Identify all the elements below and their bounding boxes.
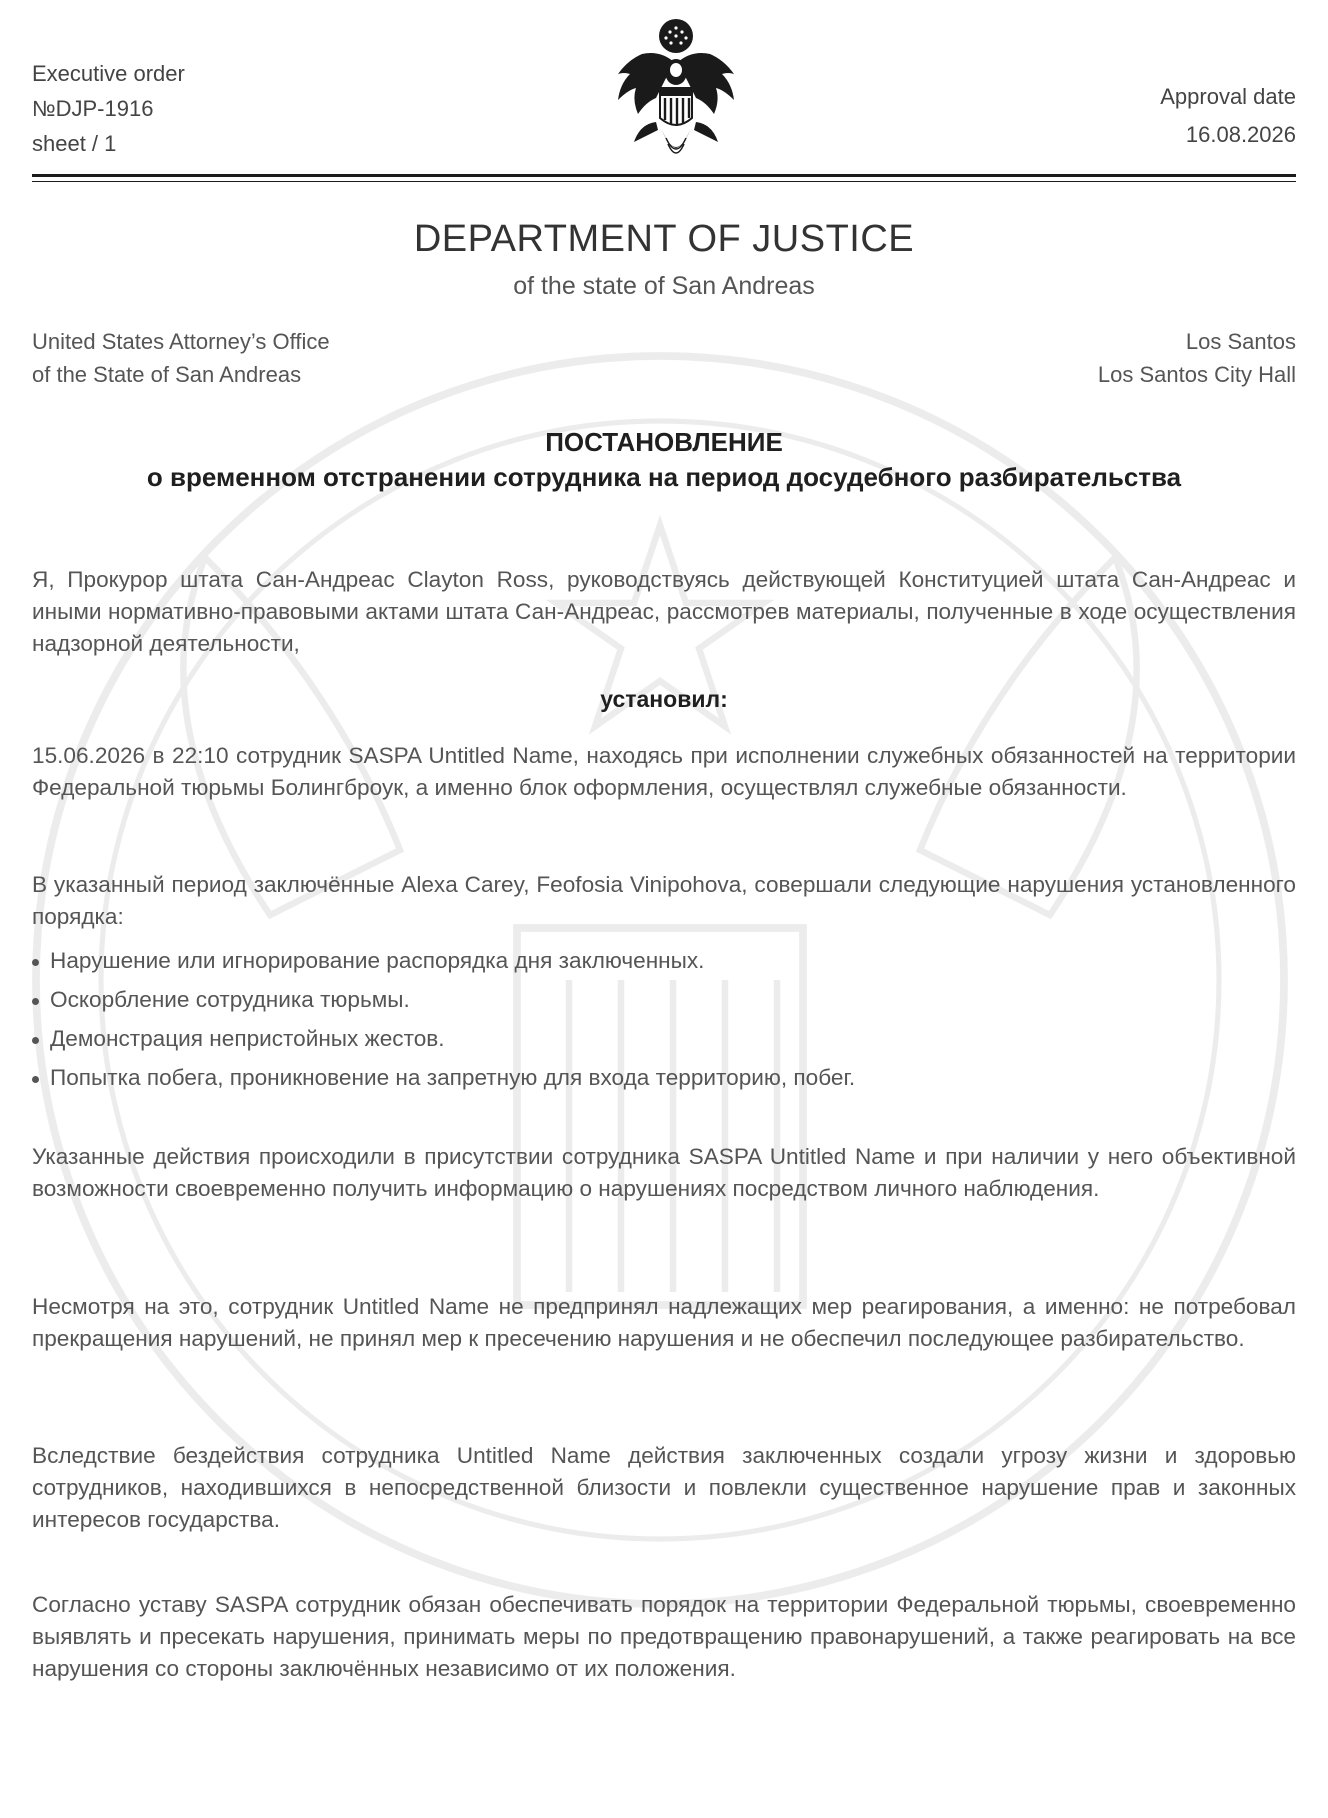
paragraph-consequences: Вследствие бездействия сотрудника Untitled Name действия заключенных создали угрозу жизни и здоровью сотрудников, находившихся в непосредственной близости и повлекли существенное нарушение прав и законных интересов государства. (32, 1443, 1296, 1532)
sheet-number: sheet / 1 (32, 131, 117, 156)
list-item: Демонстрация непристойных жестов. (32, 1023, 1296, 1062)
intro-paragraph: Я, Прокурор штата Сан-Андреас Clayton Ross, руководствуясь действующей Конституцией штата Сан-Андреас и иными нормативно-правовыми актами штата Сан-Андреас, рассмотрев материалы, полученные в ходе осуществления надзорной деятельности, (32, 567, 1296, 656)
document-title (140, 425, 1188, 495)
location-address (1098, 325, 1296, 391)
location-line-1: Los Santos (1185, 329, 1296, 354)
paragraph-inaction: Несмотря на это, сотрудник Untitled Name не предпринял надлежащих мер реагирования, а именно: не потребовал прекращения нарушений, не принял мер к пресечению нарушения и не обеспечил последующее разбирательство. (32, 1294, 1296, 1351)
office-line-1: United States Attorney’s Office (32, 329, 330, 354)
established-label: установил: (600, 686, 728, 712)
paragraph-incident: 15.06.2026 в 22:10 сотрудник SASPA Untitled Name, находясь при исполнении служебных обязанностей на территории Федеральной тюрьмы Болингброук, а именно блок оформления, осуществлял служебные обязанности. (32, 743, 1296, 800)
department-title: DEPARTMENT OF JUSTICE (413, 218, 915, 260)
approval-label: Approval date (1160, 84, 1296, 109)
order-info (32, 56, 185, 161)
paragraph-violations-intro: В указанный период заключённые Alexa Carey, Feofosia Vinipohova, совершали следующие нарушения установленного порядка: (32, 872, 1296, 929)
great-seal-eagle-icon (610, 14, 742, 164)
approval-date: 16.08.2026 (1185, 122, 1296, 147)
header-rule-thin (32, 181, 1296, 182)
location-line-2: Los Santos City Hall (1097, 362, 1296, 387)
paragraph-presence: Указанные действия происходили в присутствии сотрудника SASPA Untitled Name и при наличии у него объективной возможности своевременно получить информацию о нарушениях посредством личного наблюдения. (32, 1144, 1296, 1201)
document-title-line-1: ПОСТАНОВЛЕНИЕ (545, 427, 783, 457)
order-type: Executive order (32, 61, 185, 86)
list-item: Оскорбление сотрудника тюрьмы. (32, 984, 1296, 1023)
department-subtitle: of the state of San Andreas (513, 272, 815, 300)
list-item: Попытка побега, проникновение на запретную для входа территорию, побег. (32, 1062, 1296, 1101)
office-address (32, 325, 330, 391)
approval-info (1160, 78, 1296, 154)
document-title-line-2: о временном отстранении сотрудника на период досудебного разбирательства (146, 462, 1182, 492)
paragraph-charter: Согласно уставу SASPA сотрудник обязан обеспечивать порядок на территории Федеральной тюрьмы, своевременно выявлять и пресекать нарушения, принимать меры по предотвращению правонарушений, а также реагировать на все нарушения со стороны заключённых независимо от их положения. (32, 1592, 1296, 1681)
office-line-2: of the State of San Andreas (32, 362, 302, 387)
list-item: Нарушение или игнорирование распорядка дня заключенных. (32, 945, 1296, 984)
violations-list (32, 945, 1296, 1101)
header-rule-thick (32, 174, 1296, 177)
order-number: №DJP-1916 (32, 96, 154, 121)
